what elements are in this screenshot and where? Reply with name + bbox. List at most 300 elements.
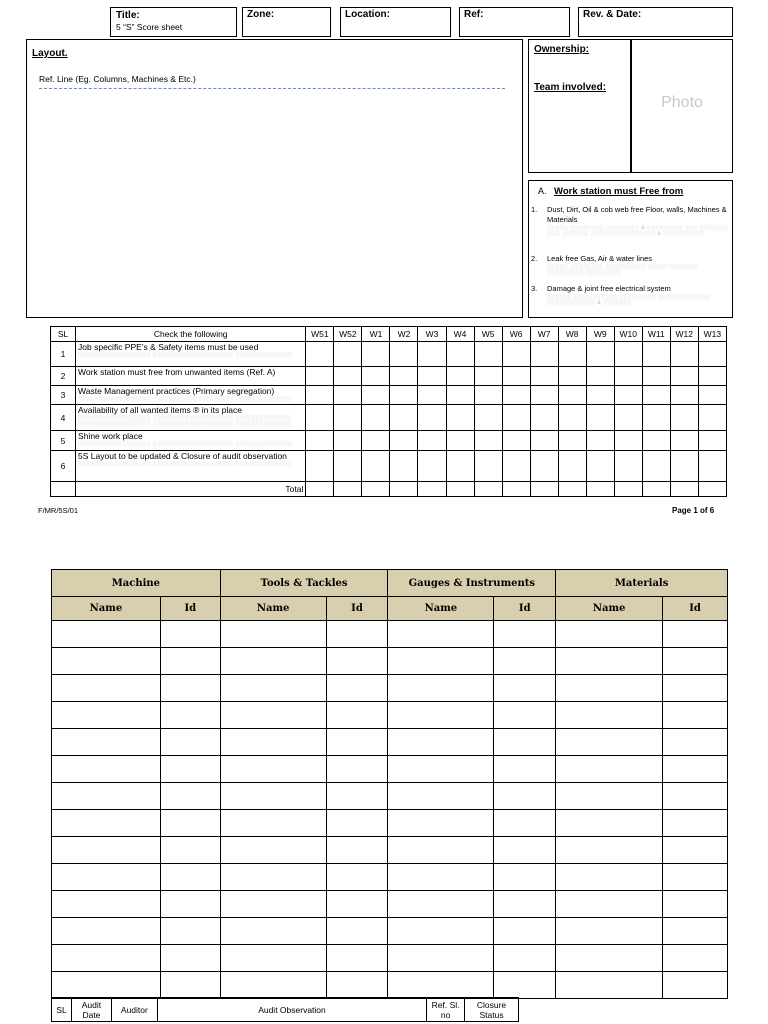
inventory-table <box>51 569 728 999</box>
inventory-id-cell[interactable] <box>326 837 388 864</box>
inventory-row <box>52 891 728 918</box>
score-cell[interactable] <box>558 405 586 431</box>
score-cell[interactable] <box>446 386 474 405</box>
score-cell[interactable] <box>586 405 614 431</box>
inventory-row <box>52 702 728 729</box>
inventory-id-cell[interactable] <box>326 702 388 729</box>
inventory-id-cell[interactable] <box>663 756 728 783</box>
score-cell[interactable] <box>306 405 334 431</box>
score-cell[interactable] <box>474 367 502 386</box>
inventory-name-cell[interactable] <box>52 810 161 837</box>
total-score-cell[interactable] <box>530 482 558 497</box>
name-header: Name <box>220 597 326 621</box>
inventory-name-cell[interactable] <box>52 837 161 864</box>
score-cell[interactable] <box>670 386 698 405</box>
score-cell[interactable] <box>334 431 362 451</box>
score-cell[interactable] <box>362 386 390 405</box>
inventory-id-cell[interactable] <box>326 891 388 918</box>
item-num: 3. <box>531 284 538 293</box>
inventory-name-cell[interactable] <box>220 945 326 972</box>
score-cell[interactable] <box>390 342 418 367</box>
score-cell[interactable] <box>418 451 446 482</box>
inventory-id-cell[interactable] <box>663 891 728 918</box>
score-cell[interactable] <box>306 431 334 451</box>
total-score-cell[interactable] <box>614 482 642 497</box>
inventory-id-cell[interactable] <box>160 675 220 702</box>
group-header-gauges: Gauges & Instruments <box>388 570 556 597</box>
inventory-id-cell[interactable] <box>494 621 556 648</box>
score-cell[interactable] <box>334 342 362 367</box>
score-cell[interactable] <box>362 405 390 431</box>
inventory-id-cell[interactable] <box>663 729 728 756</box>
score-cell[interactable] <box>558 367 586 386</box>
score-cell[interactable] <box>586 431 614 451</box>
inventory-name-cell[interactable] <box>220 783 326 810</box>
score-cell[interactable] <box>698 451 726 482</box>
score-cell[interactable] <box>390 431 418 451</box>
score-cell[interactable] <box>614 451 642 482</box>
total-label: Total <box>76 482 306 497</box>
score-cell[interactable] <box>390 367 418 386</box>
checklist-sl: 5 <box>51 431 76 451</box>
inventory-name-cell[interactable] <box>556 918 663 945</box>
week-header: W5 <box>474 327 502 342</box>
checklist-sl: 6 <box>51 451 76 482</box>
score-cell[interactable] <box>390 386 418 405</box>
inventory-name-cell[interactable] <box>220 891 326 918</box>
score-cell[interactable] <box>446 405 474 431</box>
inventory-name-cell[interactable] <box>220 702 326 729</box>
score-cell[interactable] <box>530 342 558 367</box>
score-cell[interactable] <box>474 386 502 405</box>
inventory-id-cell[interactable] <box>326 675 388 702</box>
group-header-machine: Machine <box>52 570 221 597</box>
score-cell[interactable] <box>418 386 446 405</box>
inventory-name-cell[interactable] <box>556 864 663 891</box>
inventory-name-cell[interactable] <box>52 702 161 729</box>
score-cell[interactable] <box>698 342 726 367</box>
score-cell[interactable] <box>698 367 726 386</box>
score-cell[interactable] <box>306 342 334 367</box>
inventory-id-cell[interactable] <box>326 864 388 891</box>
score-cell[interactable] <box>418 405 446 431</box>
score-cell[interactable] <box>614 342 642 367</box>
checklist-item-cell <box>76 342 306 367</box>
inventory-name-cell[interactable] <box>388 675 494 702</box>
inventory-id-cell[interactable] <box>494 729 556 756</box>
checklist-row <box>51 431 727 451</box>
ref-line-dashed <box>39 88 505 89</box>
inventory-group-row <box>52 570 728 597</box>
inventory-id-cell[interactable] <box>326 621 388 648</box>
score-cell[interactable] <box>502 342 530 367</box>
inventory-name-cell[interactable] <box>556 783 663 810</box>
score-cell[interactable] <box>306 451 334 482</box>
score-cell[interactable] <box>558 342 586 367</box>
score-cell[interactable] <box>334 386 362 405</box>
checklist-item-text: Waste Management practices (Primary segregation) <box>78 386 275 396</box>
total-score-cell[interactable] <box>362 482 390 497</box>
score-cell[interactable] <box>474 405 502 431</box>
inventory-subheader-row <box>52 597 728 621</box>
inventory-name-cell[interactable] <box>388 783 494 810</box>
score-cell[interactable] <box>362 367 390 386</box>
inventory-name-cell[interactable] <box>220 621 326 648</box>
inventory-name-cell[interactable] <box>220 837 326 864</box>
checklist-sl: 1 <box>51 342 76 367</box>
score-cell[interactable] <box>698 386 726 405</box>
workstation-item-2 <box>531 254 729 276</box>
checklist-sl: 2 <box>51 367 76 386</box>
total-score-cell[interactable] <box>446 482 474 497</box>
score-cell[interactable] <box>390 451 418 482</box>
inventory-name-cell[interactable] <box>556 810 663 837</box>
score-cell[interactable] <box>670 405 698 431</box>
score-cell[interactable] <box>362 342 390 367</box>
score-cell[interactable] <box>614 367 642 386</box>
id-header: Id <box>494 597 556 621</box>
score-cell[interactable] <box>586 386 614 405</box>
inventory-id-cell[interactable] <box>663 945 728 972</box>
score-cell[interactable] <box>502 386 530 405</box>
score-cell[interactable] <box>614 386 642 405</box>
sl-header: SL <box>51 327 76 342</box>
workstation-item-1 <box>531 205 729 237</box>
inventory-id-cell[interactable] <box>663 702 728 729</box>
inventory-id-cell[interactable] <box>494 702 556 729</box>
inventory-id-cell[interactable] <box>160 837 220 864</box>
inventory-id-cell[interactable] <box>160 891 220 918</box>
score-cell[interactable] <box>418 367 446 386</box>
checklist-item-cell <box>76 451 306 482</box>
inventory-row <box>52 648 728 675</box>
inventory-name-cell[interactable] <box>556 648 663 675</box>
score-cell[interactable] <box>614 431 642 451</box>
checklist-item-text: Work station must free from unwanted items (Ref. A) <box>78 367 276 377</box>
team-involved-label: Team involved: <box>534 82 607 93</box>
inventory-id-cell[interactable] <box>494 756 556 783</box>
checklist-item-text: Job specific PPE’s & Safety items must be used <box>78 342 259 352</box>
workstation-marker: A. <box>538 186 547 196</box>
inventory-id-cell[interactable] <box>663 648 728 675</box>
inventory-id-cell[interactable] <box>326 783 388 810</box>
week-header: W2 <box>390 327 418 342</box>
inventory-id-cell[interactable] <box>663 972 728 999</box>
score-cell[interactable] <box>670 451 698 482</box>
inventory-id-cell[interactable] <box>494 675 556 702</box>
total-score-cell[interactable] <box>390 482 418 497</box>
score-cell[interactable] <box>334 451 362 482</box>
inventory-id-cell[interactable] <box>663 810 728 837</box>
zone-label: Zone: <box>247 9 275 20</box>
name-header: Name <box>556 597 663 621</box>
inventory-id-cell[interactable] <box>494 810 556 837</box>
item-text: Dust, Dirt, Oil & cob web free Floor, walls, Machines & Materials <box>547 205 727 224</box>
inventory-id-cell[interactable] <box>160 972 220 999</box>
inventory-id-cell[interactable] <box>663 864 728 891</box>
id-header: Id <box>326 597 388 621</box>
title-value: 5 “S” Score sheet <box>116 22 183 32</box>
total-score-cell[interactable] <box>502 482 530 497</box>
score-cell[interactable] <box>390 405 418 431</box>
ownership-label: Ownership: <box>534 44 590 55</box>
photo-placeholder: Photo <box>661 94 703 111</box>
inventory-name-cell[interactable] <box>556 756 663 783</box>
score-cell[interactable] <box>502 451 530 482</box>
score-cell[interactable] <box>558 386 586 405</box>
inventory-name-cell[interactable] <box>52 891 161 918</box>
inventory-row <box>52 810 728 837</box>
audit-sl-header: SL <box>52 998 72 1022</box>
inventory-row <box>52 729 728 756</box>
score-cell[interactable] <box>642 405 670 431</box>
score-cell[interactable] <box>446 431 474 451</box>
page-number: Page 1 of 6 <box>672 506 715 515</box>
inventory-id-cell[interactable] <box>326 648 388 675</box>
inventory-name-cell[interactable] <box>388 972 494 999</box>
total-sl-cell <box>51 482 76 497</box>
score-cell[interactable] <box>642 386 670 405</box>
total-score-cell[interactable] <box>670 482 698 497</box>
score-cell[interactable] <box>586 342 614 367</box>
score-cell[interactable] <box>446 451 474 482</box>
inventory-name-cell[interactable] <box>52 648 161 675</box>
inventory-name-cell[interactable] <box>388 648 494 675</box>
inventory-id-cell[interactable] <box>494 945 556 972</box>
checklist-item-translation: ░░░░░░░░░░░░░░░░░░ ░░░░░░░░░░░░░░░░░░░░ ░░░░░░░░░░░░░░ <box>78 415 293 421</box>
inventory-name-cell[interactable] <box>220 864 326 891</box>
inventory-id-cell[interactable] <box>494 648 556 675</box>
score-cell[interactable] <box>474 451 502 482</box>
checklist-row <box>51 405 727 431</box>
inventory-id-cell[interactable] <box>494 864 556 891</box>
score-cell[interactable] <box>530 451 558 482</box>
week-header: W13 <box>698 327 726 342</box>
score-cell[interactable] <box>418 342 446 367</box>
checklist-sl: 3 <box>51 386 76 405</box>
score-cell[interactable] <box>642 367 670 386</box>
ref-sl-no-header: Ref. Sl. no <box>427 998 465 1022</box>
score-cell[interactable] <box>306 386 334 405</box>
inventory-name-cell[interactable] <box>556 702 663 729</box>
inventory-name-cell[interactable] <box>388 945 494 972</box>
inventory-id-cell[interactable] <box>160 945 220 972</box>
inventory-name-cell[interactable] <box>556 891 663 918</box>
inventory-id-cell[interactable] <box>326 918 388 945</box>
score-cell[interactable] <box>698 431 726 451</box>
inventory-name-cell[interactable] <box>220 648 326 675</box>
score-cell[interactable] <box>530 405 558 431</box>
score-cell[interactable] <box>502 367 530 386</box>
inventory-name-cell[interactable] <box>388 621 494 648</box>
score-cell[interactable] <box>530 386 558 405</box>
inventory-name-cell[interactable] <box>388 891 494 918</box>
week-header: W12 <box>670 327 698 342</box>
inventory-name-cell[interactable] <box>52 972 161 999</box>
inventory-name-cell[interactable] <box>556 837 663 864</box>
score-cell[interactable] <box>670 431 698 451</box>
checklist-sl: 4 <box>51 405 76 431</box>
inventory-name-cell[interactable] <box>220 810 326 837</box>
inventory-name-cell[interactable] <box>220 729 326 756</box>
inventory-name-cell[interactable] <box>388 702 494 729</box>
checklist-row <box>51 367 727 386</box>
inventory-id-cell[interactable] <box>160 783 220 810</box>
audit-date-header: Audit Date <box>71 998 111 1022</box>
checklist-item-text: Shine work place <box>78 431 143 441</box>
inventory-id-cell[interactable] <box>160 918 220 945</box>
checklist-table <box>50 326 727 497</box>
inventory-name-cell[interactable] <box>220 972 326 999</box>
inventory-name-cell[interactable] <box>556 945 663 972</box>
week-header: W9 <box>586 327 614 342</box>
score-cell[interactable] <box>446 367 474 386</box>
score-cell[interactable] <box>586 367 614 386</box>
inventory-name-cell[interactable] <box>556 729 663 756</box>
total-score-cell[interactable] <box>642 482 670 497</box>
inventory-id-cell[interactable] <box>160 756 220 783</box>
inventory-id-cell[interactable] <box>494 891 556 918</box>
inventory-name-cell[interactable] <box>388 864 494 891</box>
inventory-row <box>52 783 728 810</box>
total-score-cell[interactable] <box>558 482 586 497</box>
ownership-box <box>528 39 733 173</box>
inventory-name-cell[interactable] <box>556 972 663 999</box>
inventory-id-cell[interactable] <box>160 648 220 675</box>
inventory-row <box>52 945 728 972</box>
inventory-name-cell[interactable] <box>52 783 161 810</box>
checklist-item-text: Availability of all wanted items ® in its place <box>78 405 242 415</box>
checklist-item-cell <box>76 405 306 431</box>
inventory-id-cell[interactable] <box>160 729 220 756</box>
total-score-cell[interactable] <box>474 482 502 497</box>
inventory-name-cell[interactable] <box>556 675 663 702</box>
checklist-item-translation: ░░░░░░░░░░░░░░░░░░ ░░░░░░░░░░░░░░░░░░░░ ░░░░░░░░░░░░░░ <box>78 461 293 467</box>
inventory-name-cell[interactable] <box>52 729 161 756</box>
score-cell[interactable] <box>362 431 390 451</box>
inventory-id-cell[interactable] <box>326 729 388 756</box>
total-score-cell[interactable] <box>334 482 362 497</box>
inventory-name-cell[interactable] <box>388 729 494 756</box>
score-cell[interactable] <box>558 451 586 482</box>
inventory-id-cell[interactable] <box>663 918 728 945</box>
week-header: W6 <box>502 327 530 342</box>
week-header: W10 <box>614 327 642 342</box>
checklist-item-cell <box>76 367 306 386</box>
score-cell[interactable] <box>334 405 362 431</box>
score-cell[interactable] <box>474 342 502 367</box>
inventory-id-cell[interactable] <box>160 810 220 837</box>
total-score-cell[interactable] <box>306 482 334 497</box>
score-cell[interactable] <box>642 431 670 451</box>
score-cell[interactable] <box>418 431 446 451</box>
checklist-item-cell <box>76 431 306 451</box>
inventory-id-cell[interactable] <box>663 783 728 810</box>
score-cell[interactable] <box>334 367 362 386</box>
inventory-id-cell[interactable] <box>326 810 388 837</box>
workstation-box <box>528 180 733 318</box>
inventory-id-cell[interactable] <box>663 675 728 702</box>
score-cell[interactable] <box>306 367 334 386</box>
item-translation: ░░░░░, ░░░░░░░░ ░░░░░░░░░░ ░░░░░ ░░░░░░░ ░░░░░░░░░ ░░░░░░░░░ <box>547 264 698 276</box>
score-cell[interactable] <box>614 405 642 431</box>
score-cell[interactable] <box>502 405 530 431</box>
score-cell[interactable] <box>698 405 726 431</box>
rev-date-label: Rev. & Date: <box>583 9 642 20</box>
inventory-name-cell[interactable] <box>220 918 326 945</box>
inventory-id-cell[interactable] <box>160 702 220 729</box>
week-header: W52 <box>334 327 362 342</box>
inventory-id-cell[interactable] <box>663 837 728 864</box>
inventory-name-cell[interactable] <box>556 621 663 648</box>
inventory-name-cell[interactable] <box>220 675 326 702</box>
score-cell[interactable] <box>642 342 670 367</box>
score-cell[interactable] <box>362 451 390 482</box>
score-cell[interactable] <box>670 367 698 386</box>
week-header: W1 <box>362 327 390 342</box>
inventory-name-cell[interactable] <box>52 864 161 891</box>
inventory-id-cell[interactable] <box>494 918 556 945</box>
score-cell[interactable] <box>446 342 474 367</box>
item-translation: ░░░░░, ░░░░░░░░, ░░░░░░░░ & ░░░░░░░░░ ░░░ ░░░░░░░ ░░░, ░░░░░░, ░░░░░░░░░░░░░░░░ & ░░░░░░░░░░ <box>547 225 728 237</box>
inventory-id-cell[interactable] <box>160 864 220 891</box>
total-score-cell[interactable] <box>418 482 446 497</box>
audit-table <box>51 997 519 1022</box>
inventory-name-cell[interactable] <box>388 756 494 783</box>
score-cell[interactable] <box>530 431 558 451</box>
inventory-name-cell[interactable] <box>52 945 161 972</box>
score-cell[interactable] <box>586 451 614 482</box>
inventory-name-cell[interactable] <box>388 810 494 837</box>
inventory-id-cell[interactable] <box>326 945 388 972</box>
inventory-name-cell[interactable] <box>52 675 161 702</box>
inventory-id-cell[interactable] <box>494 783 556 810</box>
inventory-name-cell[interactable] <box>220 756 326 783</box>
inventory-name-cell[interactable] <box>388 918 494 945</box>
score-cell[interactable] <box>642 451 670 482</box>
workstation-title: Work station must Free from <box>554 186 684 197</box>
score-cell[interactable] <box>502 431 530 451</box>
checklist-header-row <box>51 327 727 342</box>
inventory-id-cell[interactable] <box>663 621 728 648</box>
layout-label: Layout. <box>32 48 68 59</box>
inventory-name-cell[interactable] <box>52 756 161 783</box>
inventory-id-cell[interactable] <box>494 972 556 999</box>
inventory-id-cell[interactable] <box>494 837 556 864</box>
score-cell[interactable] <box>558 431 586 451</box>
inventory-name-cell[interactable] <box>52 918 161 945</box>
score-cell[interactable] <box>530 367 558 386</box>
checklist-row <box>51 386 727 405</box>
audit-header-row <box>52 998 519 1022</box>
score-cell[interactable] <box>670 342 698 367</box>
name-header: Name <box>388 597 494 621</box>
rev-date-box <box>578 7 733 37</box>
week-header: W51 <box>306 327 334 342</box>
inventory-id-cell[interactable] <box>326 972 388 999</box>
inventory-row <box>52 756 728 783</box>
inventory-id-cell[interactable] <box>160 621 220 648</box>
total-score-cell[interactable] <box>586 482 614 497</box>
workstation-item-3 <box>531 284 729 306</box>
inventory-name-cell[interactable] <box>388 837 494 864</box>
checklist-row <box>51 342 727 367</box>
score-cell[interactable] <box>474 431 502 451</box>
zone-box <box>242 7 331 37</box>
total-score-cell[interactable] <box>698 482 726 497</box>
inventory-id-cell[interactable] <box>326 756 388 783</box>
inventory-name-cell[interactable] <box>52 621 161 648</box>
